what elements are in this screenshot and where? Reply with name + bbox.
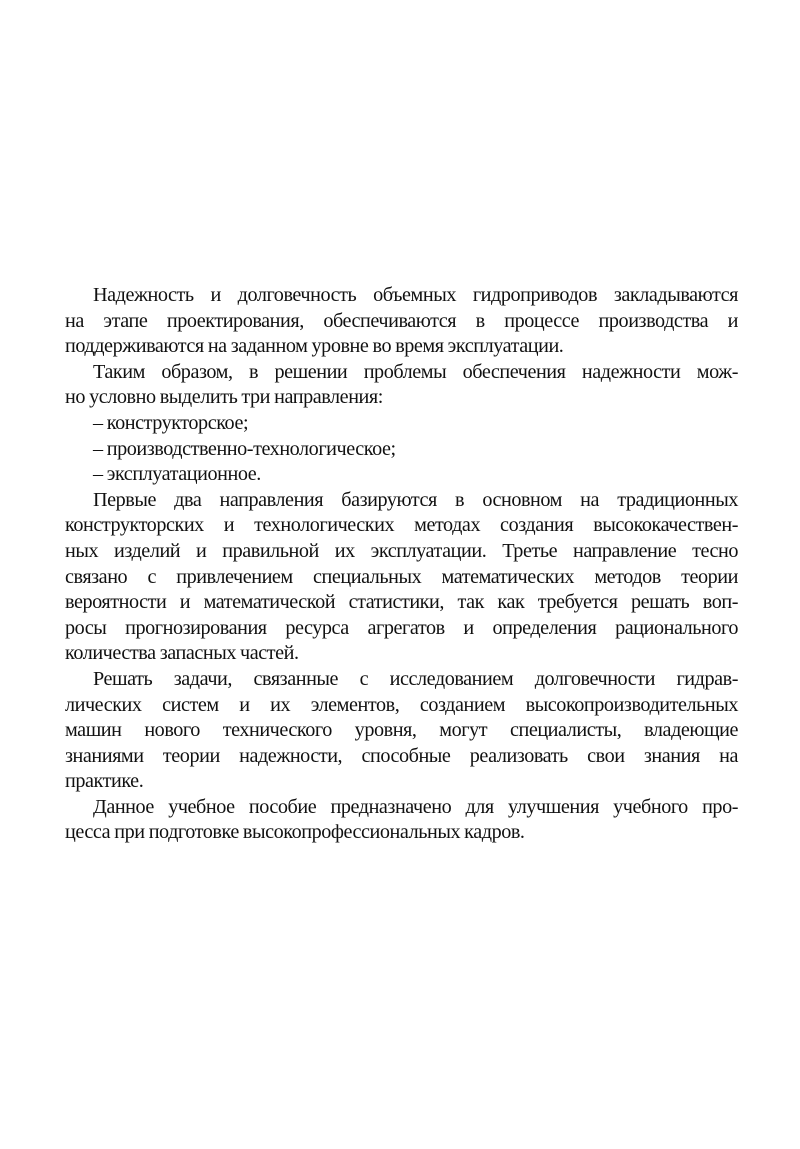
text-line: машин нового технического уровня, могут специалисты, владеющие <box>65 719 738 742</box>
paragraph-traditional-methods <box>65 488 738 667</box>
text-line: Первые два направления базируются в основном на традиционных <box>93 488 738 511</box>
text-line: Данное учебное пособие предназначено для улучшения учебного про- <box>93 795 738 818</box>
text-line: лических систем и их элементов, созданием высокопроизводительных <box>65 693 738 716</box>
paragraph-textbook-purpose <box>65 795 738 846</box>
text-line: практике. <box>65 770 144 793</box>
text-line: Таким образом, в решении проблемы обеспечения надежности мож- <box>93 360 738 383</box>
list-item: – эксплуатационное. <box>93 463 261 486</box>
text-line: Надежность и долговечность объемных гидроприводов закладываются <box>93 284 738 306</box>
text-line: росы прогнозирования ресурса агрегатов и определения рационального <box>65 616 738 639</box>
paragraph-reliability-intro <box>65 283 738 360</box>
text-line: вероятности и математической статистики, так как требуется решать воп- <box>65 591 738 614</box>
text-line: Решать задачи, связанные с исследованием долговечности гидрав- <box>93 667 738 690</box>
paragraph-specialists <box>65 667 738 795</box>
text-line: количества запасных частей. <box>65 642 299 665</box>
directions-list <box>65 411 738 488</box>
paragraph-directions-intro <box>65 360 738 411</box>
text-line: цесса при подготовке высокопрофессиональных кадров. <box>65 821 525 844</box>
list-item: – производственно-технологическое; <box>93 437 396 460</box>
document-body <box>65 283 738 846</box>
text-line: но условно выделить три направления: <box>65 386 383 409</box>
text-line: на этапе проектирования, обеспечиваются в процессе производства и <box>65 309 738 332</box>
text-line: знаниями теории надежности, способные реализовать свои знания на <box>65 744 738 767</box>
text-line: поддерживаются на заданном уровне во время эксплуатации. <box>65 335 564 358</box>
text-line: конструкторских и технологических методах создания высококачествен- <box>65 514 738 537</box>
list-item: – конструкторское; <box>93 411 249 434</box>
text-line: ных изделий и правильной их эксплуатации. Третье направление тесно <box>65 539 738 562</box>
text-line: связано с привлечением специальных математических методов теории <box>65 565 738 588</box>
